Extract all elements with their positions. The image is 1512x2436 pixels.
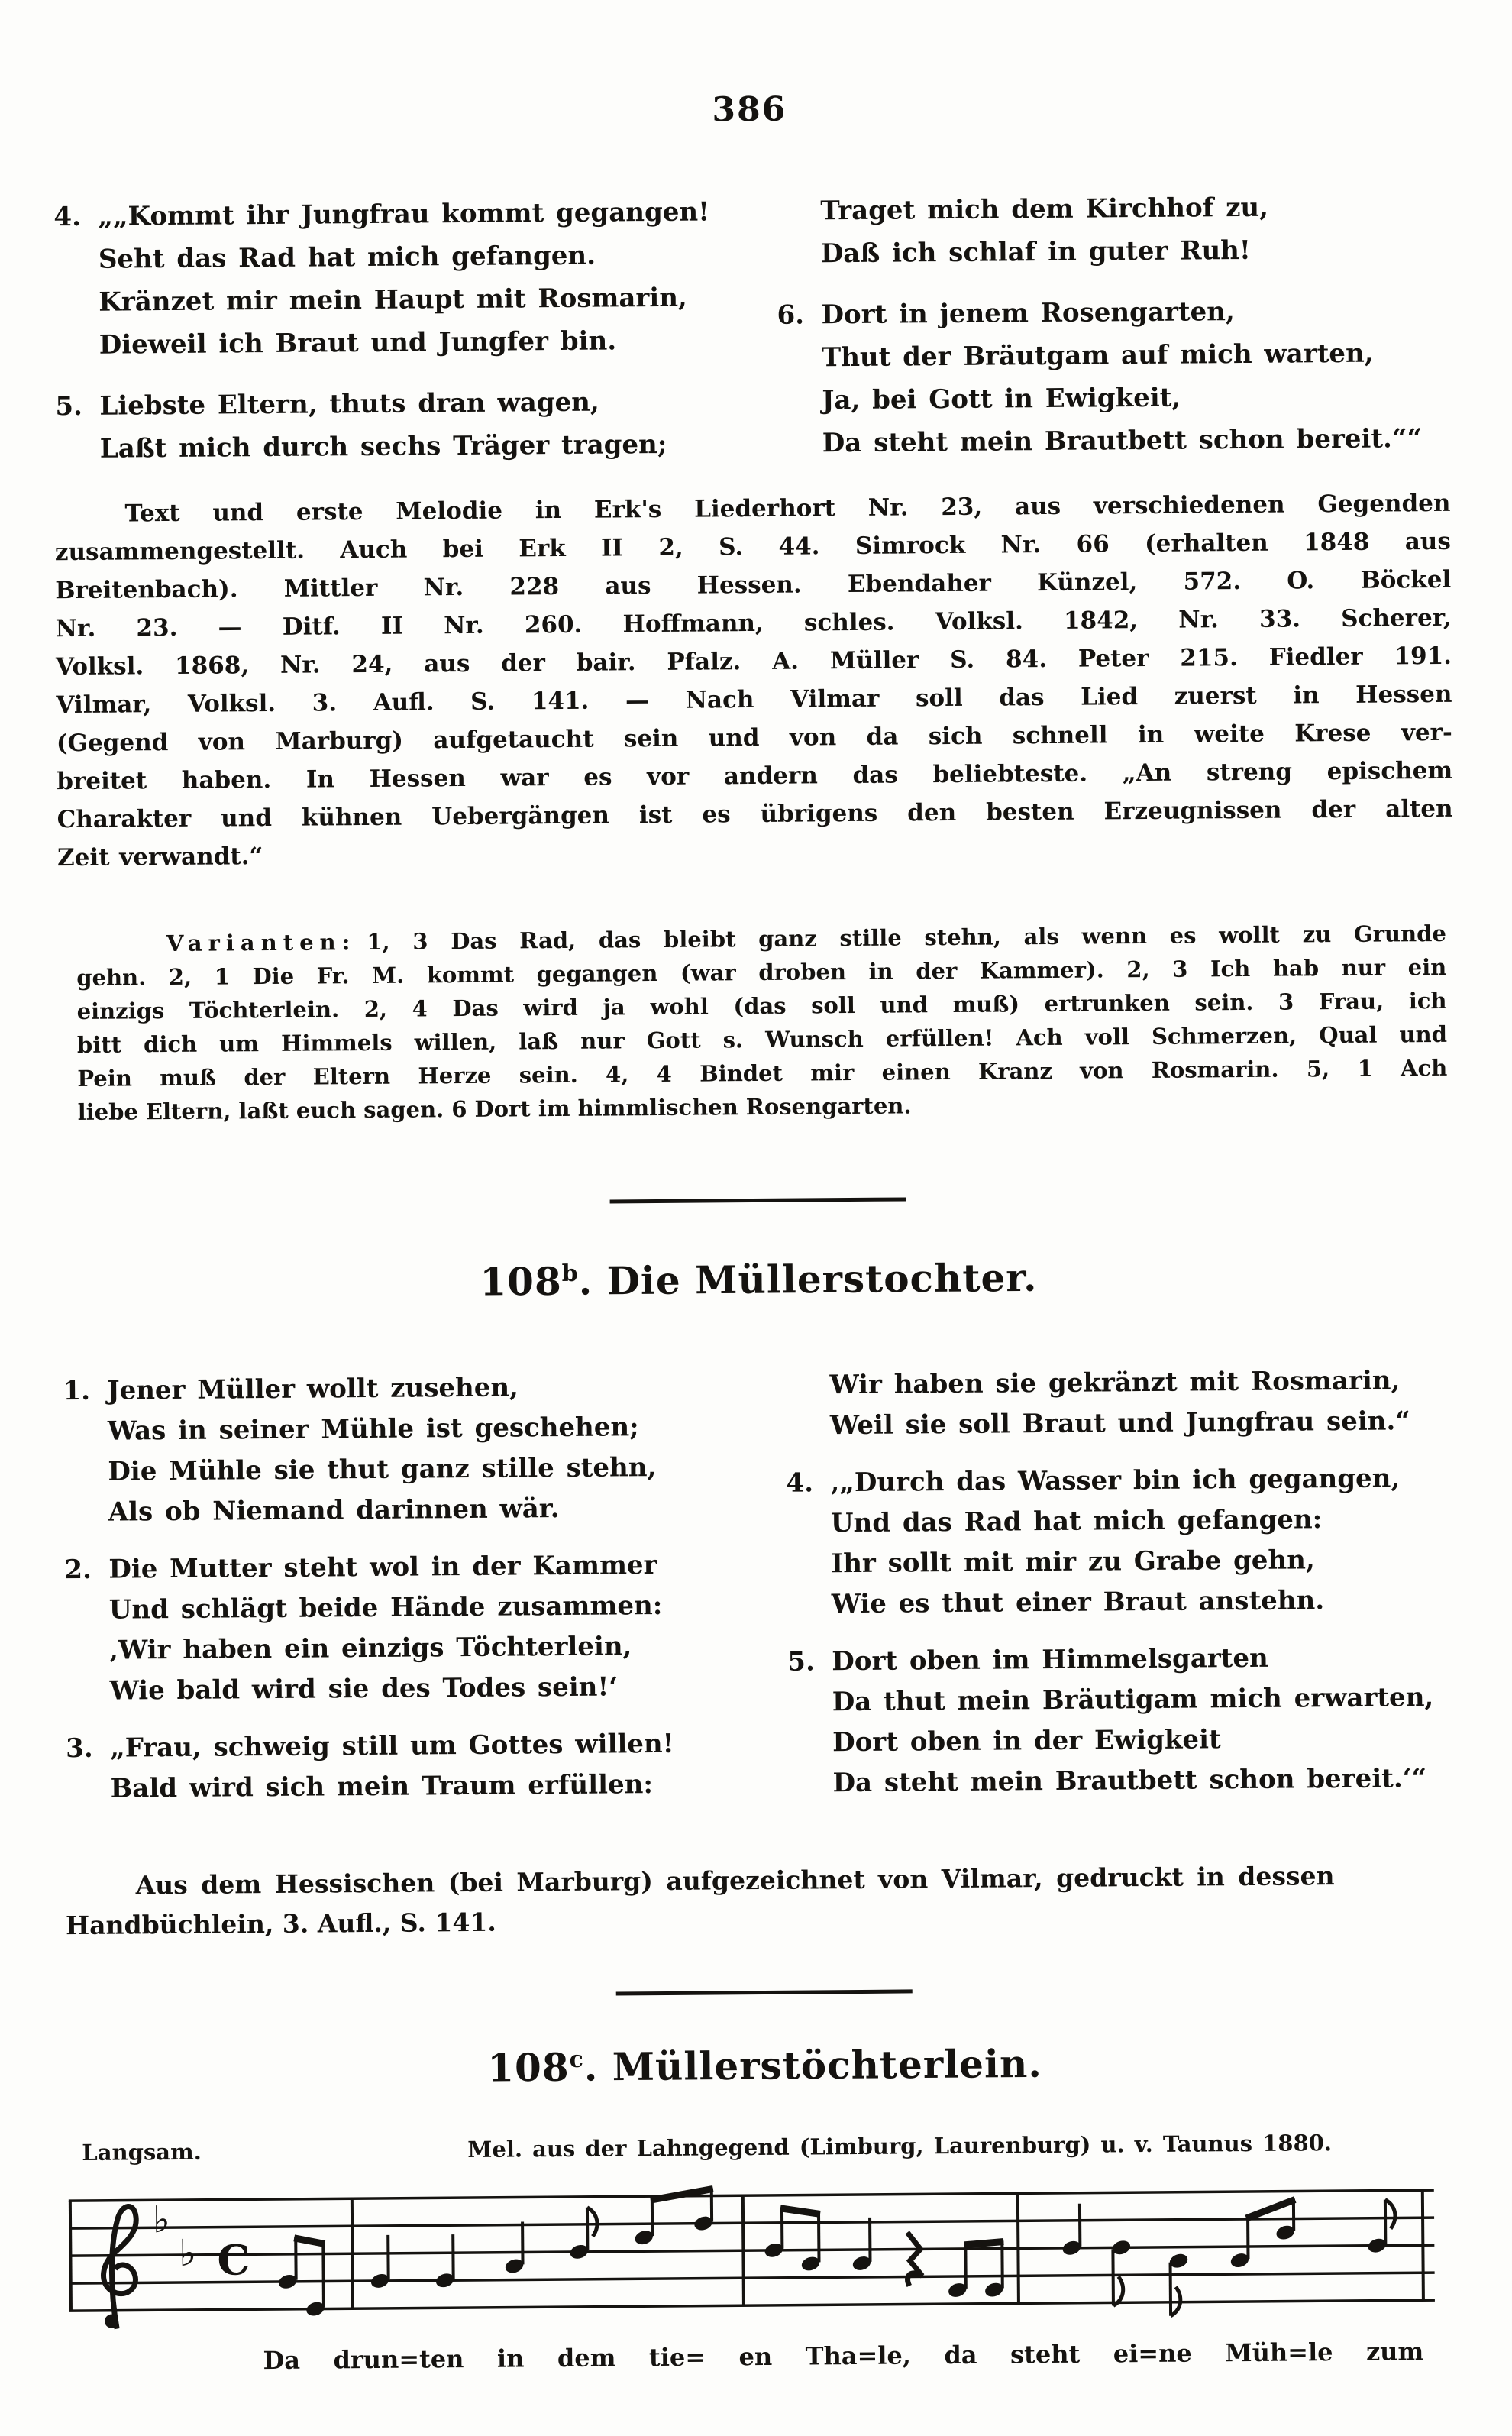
verse-6 (777, 289, 1455, 465)
notes-line: Nr. 23. — Ditf. II Nr. 260. Hoffmann, schles. Volksl. 1842, Nr. 33. Scherer, (55, 603, 1452, 643)
notes-line: Volksl. 1868, Nr. 24, aus der bair. Pfalz. A. Müller S. 84. Peter 215. Fiedler 191. (55, 642, 1452, 681)
lyric-syllable: zum (1365, 2337, 1424, 2367)
verse-line: Wir haben sie gekränzt mit Rosmarin, (829, 1365, 1401, 1400)
notes-line: Text und erste Melodie in Erk's Liederhort Nr. 23, aus verschiedenen Gegenden (124, 489, 1451, 528)
song-b-source (65, 1855, 1462, 1945)
lyric-syllable: Tha=le, (805, 2341, 912, 2371)
verse-4 (786, 1457, 1464, 1625)
music-staff (67, 2179, 1512, 2340)
verse-line: Seht das Rad hat mich gefangen. (98, 240, 596, 275)
music-header (9, 2128, 1512, 2171)
verse-number: 6. (777, 299, 805, 331)
notes-line: breitet haben. In Hessen war es vor andern das beliebteste. „An streng epischem (57, 756, 1453, 796)
verse-2 (64, 1545, 742, 1712)
verse-line: Liebste Eltern, thuts dran wagen, (99, 387, 599, 422)
verse-line: Dort in jenem Rosengarten, (821, 296, 1235, 331)
verse-line: Da steht mein Brautbett schon bereit.““ (822, 423, 1423, 459)
variants-line: bitt dich um Himmels willen, laß nur Gott s. Wunsch erfüllen! Ach voll Schmerzen, Qual und (76, 1021, 1448, 1058)
verse-number: 1. (63, 1375, 91, 1406)
lyric-syllable: Da (263, 2346, 301, 2376)
variants-line: einzigs Töchterlein. 2, 4 Das wird ja wohl (das soll und muß) ertrunken sein. 3 Frau, ich (76, 987, 1447, 1024)
flat-sign-icon: ♭ (152, 2198, 170, 2242)
verse-number: 4. (53, 201, 82, 233)
verse-line: Weil sie soll Braut und Jungfrau sein.“ (829, 1405, 1410, 1441)
verse-line: Und das Rad hat mich gefangen: (830, 1503, 1323, 1538)
verse-line: Bald wird sich mein Traum erfüllen: (110, 1768, 654, 1804)
verse-line: Als ob Niemand darinnen wär. (108, 1493, 560, 1528)
verse-1 (63, 1366, 741, 1533)
verse-number: 5. (787, 1646, 815, 1677)
verse-line: Jener Müller wollt zusehen, (107, 1372, 519, 1406)
song-b-right-column (785, 1360, 1465, 1820)
song-a-verses (53, 185, 1455, 471)
song-c-title (8, 2030, 1512, 2095)
song-b-number: 108 (480, 1258, 562, 1305)
variants-line: liebe Eltern, laßt euch sagen. 6 Dort im himmlischen Rosengarten. (77, 1092, 912, 1125)
variants-text: 1, 3 Das Rad, das bleibt ganz stille stehn, als wenn es wollt zu Grunde (367, 920, 1447, 956)
verse-number: 4. (786, 1467, 814, 1499)
verse-line: „„Kommt ihr Jungfrau kommt gegangen! (98, 196, 710, 232)
source-line: Aus dem Hessischen (bei Marburg) aufgezeichnet von Vilmar, gedruckt in dessen (135, 1860, 1335, 1901)
lyric-syllable: dem (557, 2343, 616, 2373)
verse-number: 5. (55, 390, 83, 422)
verse-number: 3. (66, 1732, 93, 1764)
tempo-marking: Langsam. (82, 2139, 202, 2166)
lyric-syllable: in (496, 2344, 525, 2374)
verse-line: Wie es thut einer Braut anstehn. (831, 1584, 1325, 1619)
lyric-syllable: drun=ten (333, 2344, 464, 2375)
verse-line: Da steht mein Brautbett schon bereit.‘“ (832, 1762, 1427, 1798)
lyric-syllable: en (738, 2342, 773, 2372)
verse-line: Dort oben in der Ewigkeit (832, 1723, 1221, 1758)
verse-line: „Frau, schweig still um Gottes willen! (110, 1728, 674, 1764)
flat-sign-icon: ♭ (179, 2232, 197, 2276)
verse-line: Daß ich schlaf in guter Ruh! (820, 235, 1252, 270)
notes-line: zusammengestellt. Auch bei Erk II 2, S. 44. Simrock Nr. 66 (erhalten 1848 aus (54, 527, 1451, 567)
song-a-right-column (776, 185, 1455, 465)
verse-number (776, 189, 821, 275)
page-number: 386 (712, 89, 787, 130)
verse-line: Dieweil ich Braut und Jungfer bin. (99, 325, 617, 361)
variants-line: Pein muß der Eltern Herze sein. 4, 4 Bindet mir einen Kranz von Rosmarin. 5, 1 Ach (77, 1054, 1448, 1092)
song-c-name: . Müllerstöchterlein. (583, 2040, 1042, 2090)
verse-number (785, 1365, 830, 1446)
lyrics-line (263, 2337, 1423, 2376)
verse-line: Die Mutter steht wol in der Kammer (108, 1549, 657, 1585)
verse-line: Und schlägt beide Hände zusammen: (108, 1590, 663, 1626)
lyric-syllable: ei=ne (1113, 2338, 1192, 2369)
music-notation (67, 2179, 1443, 2340)
verse-5-continuation (776, 185, 1453, 276)
notes-line: (Gegend von Marburg) aufgetaucht sein und von da sich schnell in weite Krese ver- (56, 718, 1452, 758)
song-a-left-column (53, 190, 732, 471)
section-divider (616, 1989, 913, 1995)
staff-lines (69, 2190, 1435, 2311)
verse-line: Die Mühle sie thut ganz stille stehn, (108, 1451, 657, 1487)
notes-line: Charakter und kühnen Uebergängen ist es übrigens den besten Erzeugnissen der alten (57, 794, 1453, 834)
verse-3-continuation (785, 1360, 1462, 1446)
variants-label: Varianten: (166, 929, 357, 957)
verse-line: ‚„Durch das Wasser bin ich gegangen, (830, 1463, 1401, 1498)
verse-line: Ja, bei Gott in Ewigkeit, (822, 382, 1181, 416)
verse-line: Da thut mein Bräutigam mich erwarten, (832, 1681, 1434, 1717)
verse-line: Was in seiner Mühle ist geschehen; (107, 1411, 639, 1447)
notes-line: Zeit verwandt.“ (57, 843, 263, 872)
lyric-syllable: steht (1010, 2340, 1081, 2370)
song-c-number-sup: c (569, 2046, 584, 2073)
source-line: Handbüchlein, 3. Aufl., S. 141. (65, 1907, 496, 1940)
verse-line: Ihr sollt mit mir zu Grabe gehn, (831, 1544, 1315, 1579)
song-b-name: . Die Müllerstochter. (578, 1254, 1038, 1304)
verse-line: Laßt mich durch sechs Träger tragen; (99, 429, 667, 464)
verse-line: Dort oben im Himmelsgarten (832, 1642, 1268, 1677)
melody-source: Mel. aus der Lahngegend (Limburg, Laurenburg) u. v. Taunus 1880. (467, 2130, 1333, 2163)
lyric-syllable: da (944, 2341, 977, 2370)
verse-line: Wie bald wird sie des Todes sein!‘ (109, 1671, 619, 1706)
verse-line: Kränzet mir mein Haupt mit Rosmarin, (99, 282, 687, 318)
variants-line: gehn. 2, 1 Die Fr. M. kommt gegangen (war droben in der Kammer). 2, 3 Ich hab nur ein (76, 953, 1447, 991)
verse-line: Thut der Bräutgam auf mich warten, (821, 338, 1374, 374)
song-b-left-column (63, 1366, 743, 1826)
time-signature: C (217, 2235, 250, 2285)
notes-line: Breitenbach). Mittler Nr. 228 aus Hessen. Ebendaher Künzel, 572. O. Böckel (55, 565, 1452, 605)
verse-5 (55, 380, 732, 471)
song-b-verses (63, 1360, 1465, 1826)
song-b-number-sup: b (561, 1260, 579, 1288)
verse-3 (66, 1723, 743, 1810)
verse-4 (53, 190, 732, 367)
section-divider (610, 1197, 906, 1203)
notes-line: Vilmar, Volksl. 3. Aufl. S. 141. — Nach Vilmar soll das Lied zuerst in Hessen (56, 680, 1452, 720)
song-b-title (2, 1244, 1512, 1309)
verse-5 (787, 1636, 1465, 1804)
verse-line: Traget mich dem Kirchhof zu, (820, 192, 1269, 227)
song-a-source-notes (54, 484, 1453, 877)
verse-line: ‚Wir haben ein einzigs Töchterlein, (109, 1630, 632, 1666)
song-c-number: 108 (486, 2044, 570, 2091)
verse-number: 2. (64, 1554, 92, 1585)
lyric-syllable: tie= (648, 2342, 706, 2373)
lyric-syllable: Müh=le (1225, 2337, 1333, 2368)
song-a-variants (76, 917, 1448, 1129)
